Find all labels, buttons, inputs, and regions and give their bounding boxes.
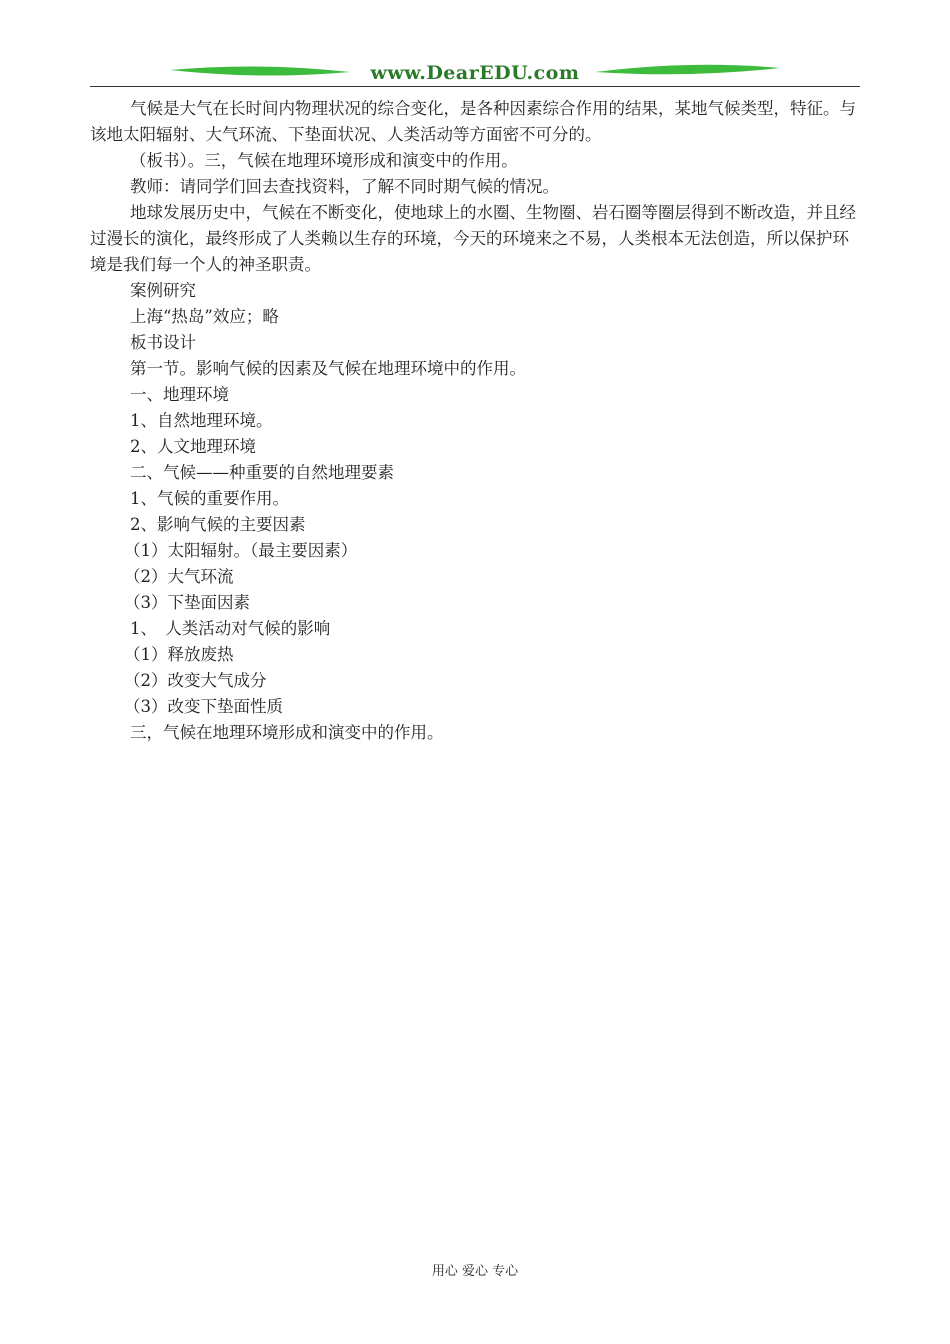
outline-item: 1、自然地理环境。 <box>130 411 273 430</box>
outline-item: （1）太阳辐射。（最主要因素） <box>124 541 358 560</box>
outline-item: 二、气候——种重要的自然地理要素 <box>130 463 394 482</box>
outline-item: 三，气候在地理环境形成和演变中的作用。 <box>130 723 444 742</box>
outline-item: 一、地理环境 <box>130 385 229 404</box>
case-study-heading: 案例研究 <box>130 281 196 300</box>
outline-item: （2）改变大气成分 <box>124 671 267 690</box>
outline-item: （3）下垫面因素 <box>124 593 250 612</box>
page-footer: 用心 爱心 专心 <box>431 1264 519 1279</box>
document-body <box>90 96 860 746</box>
board-design-heading: 板书设计 <box>130 333 196 352</box>
outline-item: 第一节。影响气候的因素及气候在地理环境中的作用。 <box>130 359 526 378</box>
outline-item: （3）改变下垫面性质 <box>124 697 283 716</box>
outline-item: （1）释放废热 <box>124 645 234 664</box>
paragraph-climate-definition: 气候是大气在长时间内物理状况的综合变化，是各种因素综合作用的结果，某地气候类型，特征。与该地太阳辐射、大气环流、下垫面状况、人类活动等方面密不可分的。 <box>90 99 856 144</box>
paragraph-earth-history: 地球发展历史中，气候在不断变化，使地球上的水圈、生物圈、岩石圈等圈层得到不断改造，并且经过漫长的演化，最终形成了人类赖以生存的环境，今天的环境来之不易，人类根本无法创造，所以保护环境是我们每一个人的神圣职责。 <box>90 203 856 274</box>
header-rule <box>90 86 860 87</box>
outline-item: 1、气候的重要作用。 <box>130 489 289 508</box>
paragraph-teacher-assignment: 教师：请同学们回去查找资料，了解不同时期气候的情况。 <box>130 177 559 196</box>
paragraph-board-note: （板书）。三，气候在地理环境形成和演变中的作用。 <box>130 151 518 170</box>
outline-item: （2）大气环流 <box>124 567 234 586</box>
site-logo-text[interactable]: www.DearEDU.com <box>370 62 580 84</box>
outline-item: 2、人文地理环境 <box>130 437 256 456</box>
case-study-text: 上海“热岛”效应；略 <box>130 307 279 326</box>
outline-item: 1、 人类活动对气候的影响 <box>130 619 331 638</box>
outline-item: 2、影响气候的主要因素 <box>130 515 306 534</box>
